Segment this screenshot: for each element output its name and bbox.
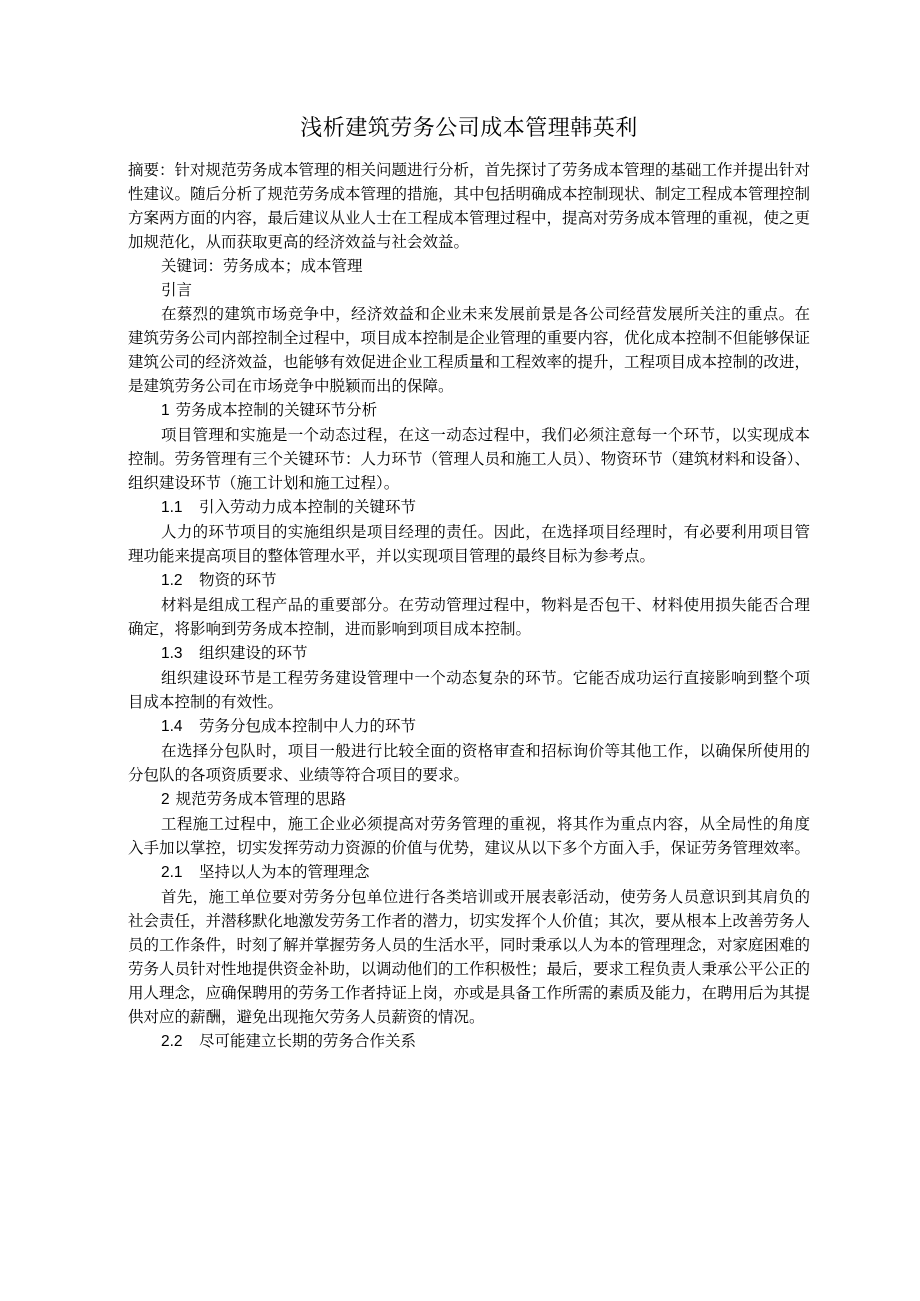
subsection-heading-1-4 (128, 714, 810, 739)
subsection-paragraph: 人力的环节项目的实施组织是项目经理的责任。因此，在选择项目经理时，有必要利用项目管理功能来提高项目的整体管理水平，并以实现项目管理的最终目标为参考点。 (128, 523, 810, 565)
subsection-title: 坚持以人为本的管理理念 (199, 863, 370, 881)
keywords-line: 关键词：劳务成本；成本管理 (161, 257, 363, 275)
subsection-title: 引入劳动力成本控制的关键环节 (199, 498, 417, 516)
section-title: 规范劳务成本管理的思路 (175, 790, 347, 808)
subsection-title: 物资的环节 (199, 571, 277, 589)
subsection-paragraph: 组织建设环节是工程劳务建设管理中一个动态复杂的环节。它能否成功运行直接影响到整个项目成本控制的有效性。 (128, 669, 810, 711)
subsection-paragraph: 材料是组成工程产品的重要部分。在劳动管理过程中，物料是否包干、材料使用损失能否合理确定，将影响到劳务成本控制，进而影响到项目成本控制。 (128, 596, 810, 638)
abstract-paragraph: 摘要：针对规范劳务成本管理的相关问题进行分析，首先探讨了劳务成本管理的基础工作并提出针对性建议。随后分析了规范劳务成本管理的措施，其中包括明确成本控制现状、制定工程成本管理控制方案两方面的内容，最后建议从业人士在工程成本管理过程中，提高对劳务成本管理的重视，使之更加规范化，从而获取更高的经济效益与社会效益。 (128, 161, 811, 251)
document-body (128, 112, 810, 1054)
subsection-heading-2-1 (128, 860, 810, 885)
section-heading-1 (128, 398, 810, 423)
subsection-title: 劳务分包成本控制中人力的环节 (199, 717, 417, 735)
subsection-number: 2.2 (161, 1033, 183, 1050)
subsection-heading-1-2 (128, 568, 810, 593)
subsection-title: 组织建设的环节 (199, 644, 308, 662)
section-number: 1 (161, 402, 170, 419)
subsection-heading-1-1 (128, 495, 810, 520)
subsection-paragraph: 在选择分包队时，项目一般进行比较全面的资格审查和招标询价等其他工作，以确保所使用的分包队的各项资质要求、业绩等符合项目的要求。 (128, 742, 810, 784)
subsection-heading-1-3 (128, 641, 810, 666)
subsection-number: 1.2 (161, 572, 183, 589)
subsection-heading-2-2 (128, 1029, 810, 1054)
subsection-title: 尽可能建立长期的劳务合作关系 (199, 1032, 417, 1050)
subsection-number: 1.3 (161, 645, 183, 662)
document-title: 浅析建筑劳务公司成本管理韩英利 (300, 116, 638, 141)
intro-paragraph: 在蔡烈的建筑市场竞争中，经济效益和企业未来发展前景是各公司经营发展所关注的重点。在建筑劳务公司内部控制全过程中，项目成本控制是企业管理的重要内容，优化成本控制不但能够保证建筑公司的经济效益，也能够有效促进企业工程质量和工程效率的提升，工程项目成本控制的改进，是建筑劳务公司在市场竞争中脱颖而出的保障。 (128, 305, 811, 395)
subsection-number: 2.1 (161, 864, 183, 881)
section-paragraph: 项目管理和实施是一个动态过程，在这一动态过程中，我们必须注意每一个环节，以实现成本控制。劳务管理有三个关键环节：人力环节（管理人员和施工人员）、物资环节（建筑材料和设备）、组织建设环节（施工计划和施工过程）。 (128, 426, 811, 492)
section-paragraph: 工程施工过程中，施工企业必须提高对劳务管理的重视，将其作为重点内容，从全局性的角度入手加以掌控，切实发挥劳动力资源的价值与优势，建议从以下多个方面入手，保证劳务管理效率。 (128, 815, 811, 857)
subsection-number: 1.4 (161, 718, 183, 735)
section-title: 劳务成本控制的关键环节分析 (175, 401, 378, 419)
subsection-number: 1.1 (161, 499, 183, 516)
section-heading-2 (128, 787, 810, 812)
subsection-paragraph: 首先，施工单位要对劳务分包单位进行各类培训或开展表彰活动，使劳务人员意识到其肩负的社会责任，并潜移默化地激发劳务工作者的潜力，切实发挥个人价值；其次，要从根本上改善劳务人员的工作条件，时刻了解并掌握劳务人员的生活水平，同时秉承以人为本的管理理念，对家庭困难的劳务人员针对性地提供资金补助，以调动他们的工作积极性；最后，要求工程负责人秉承公平公正的用人理念，应确保聘用的劳务工作者持证上岗，亦或是具备工作所需的素质及能力，在聘用后为其提供对应的薪酬，避免出现拖欠劳务人员薪资的情况。 (128, 888, 811, 1026)
section-number: 2 (161, 791, 170, 808)
intro-heading: 引言 (161, 281, 193, 299)
